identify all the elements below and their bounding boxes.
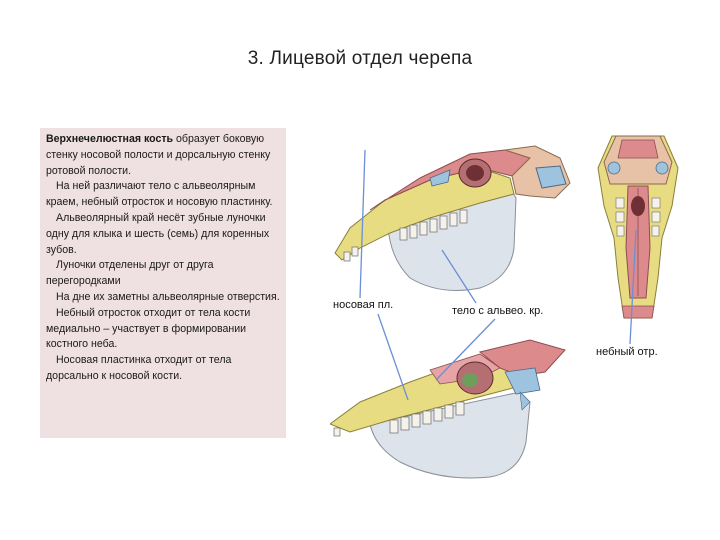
pointer-body-alveolar <box>436 319 495 380</box>
pointer-palatine-process <box>630 230 636 344</box>
slide-title: 3. Лицевой отдел черепа <box>247 48 473 69</box>
label-body-alveolar: тело с альвео. кр. <box>452 305 544 317</box>
description-lead-term: Верхнечелюстная кость <box>46 133 174 145</box>
description-paragraph: На дне их заметны альвеолярные отверстия. <box>56 290 280 303</box>
description-paragraph: На ней различают тело с альвеолярным краем, небный отросток и носовую пластинку. <box>46 180 273 209</box>
description-paragraph: Луночки отделены друг от друга перегородками <box>46 259 214 288</box>
pointer-body-alveolar-top <box>442 250 476 303</box>
pointer-nasal-plate <box>378 314 408 400</box>
description-paragraph: Небный отросток отходит от тела кости медиально – участвует в формировании костного неба. <box>46 306 251 351</box>
description-lead-text: образует боковую стенку носовой полости и дорсальную стенку ротовой полости. <box>46 133 271 177</box>
description-paragraph: Альвеолярный край несёт зубные луночки одну для клыка и шесть (семь) для коренных зубов. <box>46 211 270 256</box>
label-nasal-plate: носовая пл. <box>333 299 394 311</box>
label-palatine-process: небный отр. <box>596 346 658 358</box>
description-paragraph: Носовая пластинка отходит от тела дорсально к носовой кости. <box>46 354 232 382</box>
pointer-nasal-plate-top <box>360 150 365 298</box>
